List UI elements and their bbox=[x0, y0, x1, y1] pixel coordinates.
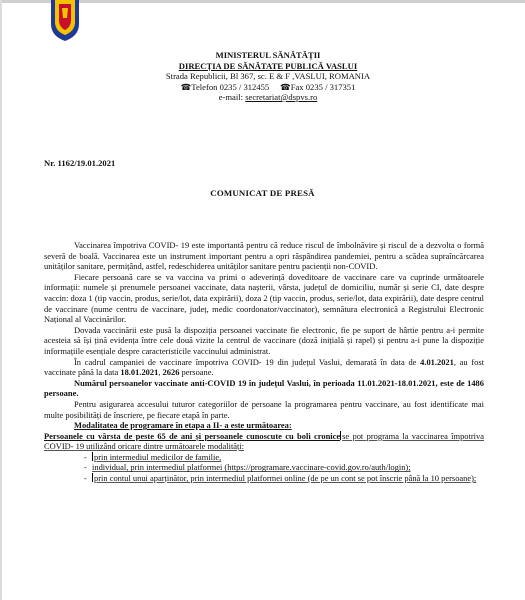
document-number: Nr. 1162/19.01.2021 bbox=[44, 158, 116, 168]
p4-text-b: , au fost vaccinate până la data bbox=[44, 356, 484, 378]
p8-text: se pot programa la vaccinarea împotriva COVID- 19 utilizând oricare dintre următoarele modalități: bbox=[44, 430, 484, 452]
paragraph-2: Fiecare persoană care se va vaccina va primi o adeverință doveditoare de vaccinare care va cuprinde următoarele informații: numele și prenumele persoanei vaccinate, data nașterii, vârsta, județul de domiciliu, număr și serie CI, date despre vaccin: doza 1 (tip vaccin, produs, serie/lot, data expirării), doza 2 (tip vaccin, produs, serie/lot, data expirării), date despre centrul de vaccinare (nume centru de vaccinare, județ, medic coordonator/vaccinator), semnătura electronică a Registrului Electronic Național al Vaccinărilor. bbox=[44, 271, 484, 325]
list-item-text: prin contul unui aparținător, prin intermediul platformei online (de pe un cont se pot înscrie până la 10 persoane); bbox=[94, 473, 477, 484]
text-cursor bbox=[92, 452, 93, 461]
document-title: COMUNICAT DE PRESĂ bbox=[210, 188, 315, 198]
email-link[interactable]: secretariat@dspvs.ro bbox=[245, 92, 318, 102]
list-item-text: individual, prin intermediul platformei (https://programare.vaccinare-covid.gov.ro/auth/login); bbox=[92, 462, 411, 473]
p4-text-c: , bbox=[158, 367, 163, 378]
target-groups: Persoanele cu vârsta de peste 65 de ani și persoanele cunoscute cu boli cronice bbox=[44, 430, 341, 441]
vaccinated-count: 2626 bbox=[162, 367, 180, 378]
directorate-name: DIRECȚIA DE SĂNĂTATE PUBLICĂ VASLUI bbox=[178, 60, 358, 71]
list-item bbox=[44, 473, 484, 484]
document-body bbox=[44, 240, 484, 484]
report-date: 18.01.2021 bbox=[120, 367, 159, 378]
p4-text-a: În cadrul campaniei de vaccinare împotriva COVID- 19 din județul Vaslui, demarată în data de bbox=[74, 356, 421, 367]
paragraph-5: Numărul persoanelor vaccinate anti-COVID 19 în județul Vaslui, în perioada 11.01.2021-18.01.2021, este de 1486 persoane. bbox=[44, 377, 484, 399]
list-item bbox=[44, 462, 484, 473]
paragraph-7-heading: Modalitatea de programare în etapa a II- a este următoarea: bbox=[74, 420, 292, 431]
window-edge-left bbox=[0, 0, 2, 600]
paragraph-3: Dovada vaccinării este pusă la dispoziția persoanei vaccinate fie electronic, fie pe suport de hârtie pentru a-i permite acesteia să își țină evidența între cele două vizite la centrul de vaccinare (doză inițială și rapel) și pentru a-i pune la dispoziție informațiile esențiale despre caracteristicile vaccinului administrat. bbox=[44, 324, 484, 356]
text-cursor bbox=[340, 431, 341, 440]
paragraph-8 bbox=[44, 431, 484, 452]
email-line bbox=[118, 92, 418, 103]
campaign-start-date: 4.01.2021 bbox=[420, 356, 454, 367]
ministry-name: MINISTERUL SĂNĂTĂȚII bbox=[215, 50, 321, 60]
fax: ☎Fax 0235 / 317351 bbox=[279, 81, 356, 92]
p4-text-d: persoane. bbox=[179, 367, 214, 378]
list-item bbox=[44, 452, 484, 463]
contact-line bbox=[118, 82, 418, 93]
email-label: e-mail: bbox=[218, 92, 246, 102]
paragraph-1: Vaccinarea împotriva COVID- 19 este importantă pentru că reduce riscul de îmbolnăvire și riscul de a dezvolta o formă severă de boală. Vaccinarea este un instrument important pentru a opri răspândirea pandemiei, pentru a scădea supraîncărcarea unităților sanitare, permițând, astfel, redeschiderea unităților sanitare pentru pacienții non-COVID. bbox=[44, 240, 484, 272]
text-cursor bbox=[92, 473, 93, 482]
address: Strada Republicii, Bl 367, sc. E & F ,VASLUI, ROMANIA bbox=[165, 71, 371, 81]
phone: ☎Telefon 0235 / 312455 bbox=[180, 81, 270, 92]
list-item-text: prin intermediul medicilor de familie, bbox=[94, 451, 222, 462]
paragraph-6: Pentru asigurarea accesului tuturor categoriilor de persoane la programarea pentru vaccinare, au fost identificate mai multe posibilități de înscriere, pe fiecare etapă în parte. bbox=[44, 398, 484, 420]
paragraph-4 bbox=[44, 357, 484, 378]
letterhead bbox=[118, 50, 418, 103]
romania-coat-of-arms-icon bbox=[45, 0, 85, 42]
